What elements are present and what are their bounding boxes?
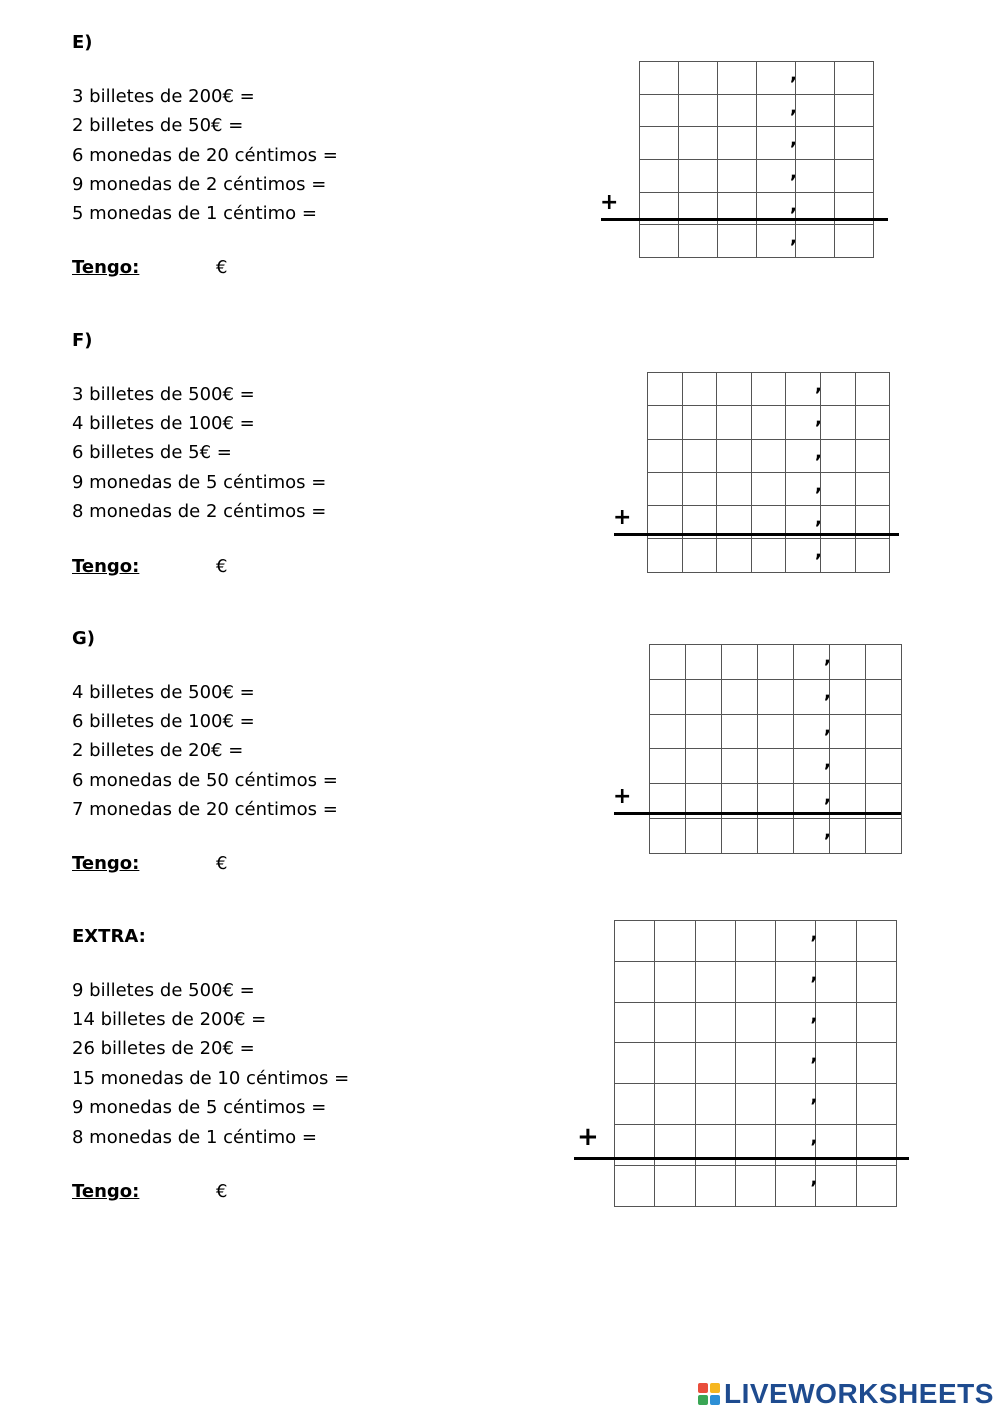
sum-line bbox=[614, 812, 901, 815]
digit-cell[interactable] bbox=[735, 1165, 775, 1206]
digit-cell[interactable] bbox=[866, 818, 902, 853]
digit-cell[interactable] bbox=[751, 373, 786, 406]
digit-cell[interactable] bbox=[735, 1002, 775, 1043]
money-line: 2 billetes de 20€ = bbox=[72, 740, 244, 761]
digit-cell[interactable] bbox=[695, 1165, 735, 1206]
digit-cell[interactable] bbox=[814, 373, 855, 406]
plus-sign: + bbox=[613, 505, 632, 530]
decimal-comma: , bbox=[814, 541, 822, 563]
decimal-comma: , bbox=[814, 375, 822, 396]
digit-cell[interactable] bbox=[717, 539, 752, 572]
tengo-label: Tengo: bbox=[72, 1181, 140, 1202]
digit-cell[interactable] bbox=[695, 1043, 735, 1084]
digit-cell[interactable] bbox=[866, 714, 902, 749]
digit-cell[interactable] bbox=[615, 921, 655, 962]
money-line: 9 monedas de 5 céntimos = bbox=[72, 472, 327, 493]
digit-cell[interactable] bbox=[856, 1165, 896, 1206]
digit-cell[interactable] bbox=[655, 921, 695, 962]
digit-cell[interactable] bbox=[722, 749, 758, 784]
digit-cell[interactable] bbox=[640, 225, 679, 258]
decimal-comma: , bbox=[790, 194, 797, 216]
digit-cell[interactable] bbox=[615, 1165, 655, 1206]
decimal-comma: , bbox=[810, 963, 818, 985]
digit-cell[interactable] bbox=[722, 818, 758, 853]
digit-cell[interactable] bbox=[650, 818, 686, 853]
section-title: F) bbox=[72, 330, 93, 351]
decimal-comma: , bbox=[810, 1086, 818, 1108]
digit-cell[interactable] bbox=[855, 373, 890, 406]
plus-sign: + bbox=[577, 1122, 599, 1152]
digit-cell[interactable] bbox=[758, 714, 794, 749]
digit-cell[interactable] bbox=[790, 225, 835, 258]
addition-grid bbox=[649, 644, 902, 854]
digit-cell[interactable] bbox=[640, 160, 679, 193]
digit-cell[interactable] bbox=[810, 1084, 856, 1125]
digit-cell[interactable] bbox=[722, 714, 758, 749]
digit-cell[interactable] bbox=[810, 1002, 856, 1043]
sum-line bbox=[601, 218, 888, 221]
digit-cell[interactable] bbox=[790, 62, 835, 95]
digit-cell[interactable] bbox=[751, 439, 786, 472]
decimal-comma: , bbox=[824, 681, 831, 703]
digit-cell[interactable] bbox=[640, 127, 679, 160]
digit-cell[interactable] bbox=[758, 645, 794, 680]
digit-cell[interactable] bbox=[682, 439, 717, 472]
decimal-comma: , bbox=[814, 474, 822, 496]
decimal-comma: , bbox=[824, 786, 831, 808]
money-line: 9 monedas de 5 céntimos = bbox=[72, 1097, 327, 1118]
digit-cell[interactable] bbox=[835, 127, 874, 160]
decimal-comma: , bbox=[814, 508, 822, 530]
decimal-comma: , bbox=[790, 227, 797, 249]
digit-cell[interactable] bbox=[650, 679, 686, 714]
addition-grid bbox=[614, 920, 897, 1207]
digit-cell[interactable] bbox=[679, 94, 718, 127]
money-line: 9 monedas de 2 céntimos = bbox=[72, 174, 327, 195]
decimal-comma: , bbox=[824, 751, 831, 773]
decimal-comma: , bbox=[790, 96, 797, 118]
digit-cell[interactable] bbox=[866, 645, 902, 680]
digit-cell[interactable] bbox=[824, 645, 866, 680]
digit-cell[interactable] bbox=[682, 539, 717, 572]
digit-cell[interactable] bbox=[855, 439, 890, 472]
digit-cell[interactable] bbox=[718, 62, 757, 95]
money-line: 8 monedas de 2 céntimos = bbox=[72, 501, 327, 522]
digit-cell[interactable] bbox=[679, 62, 718, 95]
digit-cell[interactable] bbox=[751, 539, 786, 572]
money-line: 6 monedas de 50 céntimos = bbox=[72, 770, 338, 791]
digit-cell[interactable] bbox=[751, 472, 786, 505]
decimal-comma: , bbox=[810, 1004, 818, 1026]
digit-cell[interactable] bbox=[735, 921, 775, 962]
money-line: 9 billetes de 500€ = bbox=[72, 980, 255, 1001]
digit-cell[interactable] bbox=[640, 94, 679, 127]
money-line: 5 monedas de 1 céntimo = bbox=[72, 203, 317, 224]
digit-cell[interactable] bbox=[615, 1002, 655, 1043]
digit-cell[interactable] bbox=[695, 921, 735, 962]
digit-cell[interactable] bbox=[686, 818, 722, 853]
digit-cell[interactable] bbox=[855, 539, 890, 572]
money-line: 15 monedas de 10 céntimos = bbox=[72, 1068, 350, 1089]
decimal-comma: , bbox=[814, 441, 822, 463]
digit-cell[interactable] bbox=[810, 1043, 856, 1084]
digit-cell[interactable] bbox=[758, 749, 794, 784]
digit-cell[interactable] bbox=[810, 1165, 856, 1206]
digit-cell[interactable] bbox=[650, 645, 686, 680]
money-line: 26 billetes de 20€ = bbox=[72, 1038, 255, 1059]
tengo-answer-field[interactable]: € bbox=[216, 853, 228, 874]
digit-cell[interactable] bbox=[655, 1165, 695, 1206]
digit-cell[interactable] bbox=[722, 645, 758, 680]
digit-cell[interactable] bbox=[717, 439, 752, 472]
digit-cell[interactable] bbox=[695, 961, 735, 1002]
decimal-comma: , bbox=[790, 129, 797, 151]
digit-cell[interactable] bbox=[855, 406, 890, 439]
digit-cell[interactable] bbox=[648, 472, 683, 505]
section-title: E) bbox=[72, 32, 93, 53]
money-line: 3 billetes de 200€ = bbox=[72, 86, 255, 107]
digit-cell[interactable] bbox=[615, 1084, 655, 1125]
decimal-comma: , bbox=[824, 716, 831, 738]
money-line: 4 billetes de 500€ = bbox=[72, 682, 255, 703]
digit-cell[interactable] bbox=[682, 406, 717, 439]
digit-cell[interactable] bbox=[855, 472, 890, 505]
decimal-comma: , bbox=[814, 408, 822, 430]
digit-cell[interactable] bbox=[650, 749, 686, 784]
digit-cell[interactable] bbox=[718, 160, 757, 193]
decimal-comma: , bbox=[824, 647, 831, 668]
money-line: 14 billetes de 200€ = bbox=[72, 1009, 267, 1030]
digit-cell[interactable] bbox=[718, 127, 757, 160]
digit-cell[interactable] bbox=[810, 921, 856, 962]
digit-cell[interactable] bbox=[856, 961, 896, 1002]
digit-cell[interactable] bbox=[824, 818, 866, 853]
digit-cell[interactable] bbox=[790, 160, 835, 193]
digit-cell[interactable] bbox=[814, 439, 855, 472]
digit-cell[interactable] bbox=[722, 679, 758, 714]
digit-cell[interactable] bbox=[650, 714, 686, 749]
decimal-comma: , bbox=[790, 162, 797, 184]
money-line: 4 billetes de 100€ = bbox=[72, 413, 255, 434]
decimal-comma: , bbox=[790, 64, 797, 85]
brand-name: LIVEWORKSHEETS bbox=[724, 1378, 994, 1409]
digit-cell[interactable] bbox=[717, 406, 752, 439]
digit-cell[interactable] bbox=[679, 127, 718, 160]
digit-cell[interactable] bbox=[717, 472, 752, 505]
sum-line bbox=[614, 533, 899, 536]
digit-cell[interactable] bbox=[682, 373, 717, 406]
digit-cell[interactable] bbox=[615, 961, 655, 1002]
digit-cell[interactable] bbox=[615, 1043, 655, 1084]
money-line: 3 billetes de 500€ = bbox=[72, 384, 255, 405]
digit-cell[interactable] bbox=[856, 921, 896, 962]
digit-cell[interactable] bbox=[824, 714, 866, 749]
digit-cell[interactable] bbox=[648, 406, 683, 439]
digit-cell[interactable] bbox=[648, 439, 683, 472]
digit-cell[interactable] bbox=[648, 373, 683, 406]
digit-cell[interactable] bbox=[790, 127, 835, 160]
digit-cell[interactable] bbox=[856, 1084, 896, 1125]
digit-cell[interactable] bbox=[718, 94, 757, 127]
decimal-comma: , bbox=[810, 1167, 818, 1189]
section-title: EXTRA: bbox=[72, 926, 146, 947]
tengo-answer-field[interactable]: € bbox=[216, 1181, 228, 1202]
digit-cell[interactable] bbox=[824, 749, 866, 784]
digit-cell[interactable] bbox=[655, 961, 695, 1002]
digit-cell[interactable] bbox=[866, 679, 902, 714]
digit-cell[interactable] bbox=[790, 94, 835, 127]
digit-cell[interactable] bbox=[758, 679, 794, 714]
digit-cell[interactable] bbox=[758, 818, 794, 853]
digit-cell[interactable] bbox=[686, 645, 722, 680]
digit-cell[interactable] bbox=[682, 472, 717, 505]
tengo-answer-field[interactable]: € bbox=[216, 556, 228, 577]
digit-cell[interactable] bbox=[655, 1084, 695, 1125]
digit-cell[interactable] bbox=[695, 1084, 735, 1125]
tengo-label: Tengo: bbox=[72, 853, 140, 874]
digit-cell[interactable] bbox=[686, 679, 722, 714]
digit-cell[interactable] bbox=[640, 62, 679, 95]
digit-cell[interactable] bbox=[655, 1002, 695, 1043]
money-line: 6 billetes de 5€ = bbox=[72, 442, 232, 463]
digit-cell[interactable] bbox=[655, 1043, 695, 1084]
logo-mark-icon bbox=[698, 1383, 720, 1405]
money-line: 6 billetes de 100€ = bbox=[72, 711, 255, 732]
decimal-comma: , bbox=[810, 923, 818, 944]
plus-sign: + bbox=[613, 784, 632, 809]
sum-line bbox=[574, 1157, 909, 1160]
digit-cell[interactable] bbox=[679, 160, 718, 193]
money-line: 2 billetes de 50€ = bbox=[72, 115, 244, 136]
tengo-answer-field[interactable]: € bbox=[216, 257, 228, 278]
digit-cell[interactable] bbox=[814, 539, 855, 572]
digit-cell[interactable] bbox=[814, 472, 855, 505]
digit-cell[interactable] bbox=[814, 406, 855, 439]
digit-cell[interactable] bbox=[717, 373, 752, 406]
plus-sign: + bbox=[600, 190, 619, 215]
section-title: G) bbox=[72, 628, 96, 649]
digit-cell[interactable] bbox=[648, 539, 683, 572]
digit-cell[interactable] bbox=[824, 679, 866, 714]
addition-grid bbox=[639, 61, 874, 258]
digit-cell[interactable] bbox=[718, 225, 757, 258]
digit-cell[interactable] bbox=[856, 1043, 896, 1084]
digit-cell[interactable] bbox=[735, 1084, 775, 1125]
digit-cell[interactable] bbox=[695, 1002, 735, 1043]
decimal-comma: , bbox=[810, 1045, 818, 1067]
decimal-comma: , bbox=[810, 1126, 818, 1148]
digit-cell[interactable] bbox=[856, 1002, 896, 1043]
addition-grid bbox=[647, 372, 890, 573]
decimal-comma: , bbox=[824, 820, 831, 842]
digit-cell[interactable] bbox=[835, 225, 874, 258]
money-line: 6 monedas de 20 céntimos = bbox=[72, 145, 338, 166]
digit-cell[interactable] bbox=[686, 714, 722, 749]
digit-cell[interactable] bbox=[835, 62, 874, 95]
tengo-label: Tengo: bbox=[72, 257, 140, 278]
digit-cell[interactable] bbox=[751, 406, 786, 439]
digit-cell[interactable] bbox=[735, 1043, 775, 1084]
tengo-label: Tengo: bbox=[72, 556, 140, 577]
money-line: 8 monedas de 1 céntimo = bbox=[72, 1127, 317, 1148]
digit-cell[interactable] bbox=[686, 749, 722, 784]
digit-cell[interactable] bbox=[835, 94, 874, 127]
digit-cell[interactable] bbox=[835, 160, 874, 193]
money-line: 7 monedas de 20 céntimos = bbox=[72, 799, 338, 820]
liveworksheets-logo bbox=[698, 1377, 994, 1411]
digit-cell[interactable] bbox=[735, 961, 775, 1002]
digit-cell[interactable] bbox=[866, 749, 902, 784]
digit-cell[interactable] bbox=[810, 961, 856, 1002]
digit-cell[interactable] bbox=[679, 225, 718, 258]
